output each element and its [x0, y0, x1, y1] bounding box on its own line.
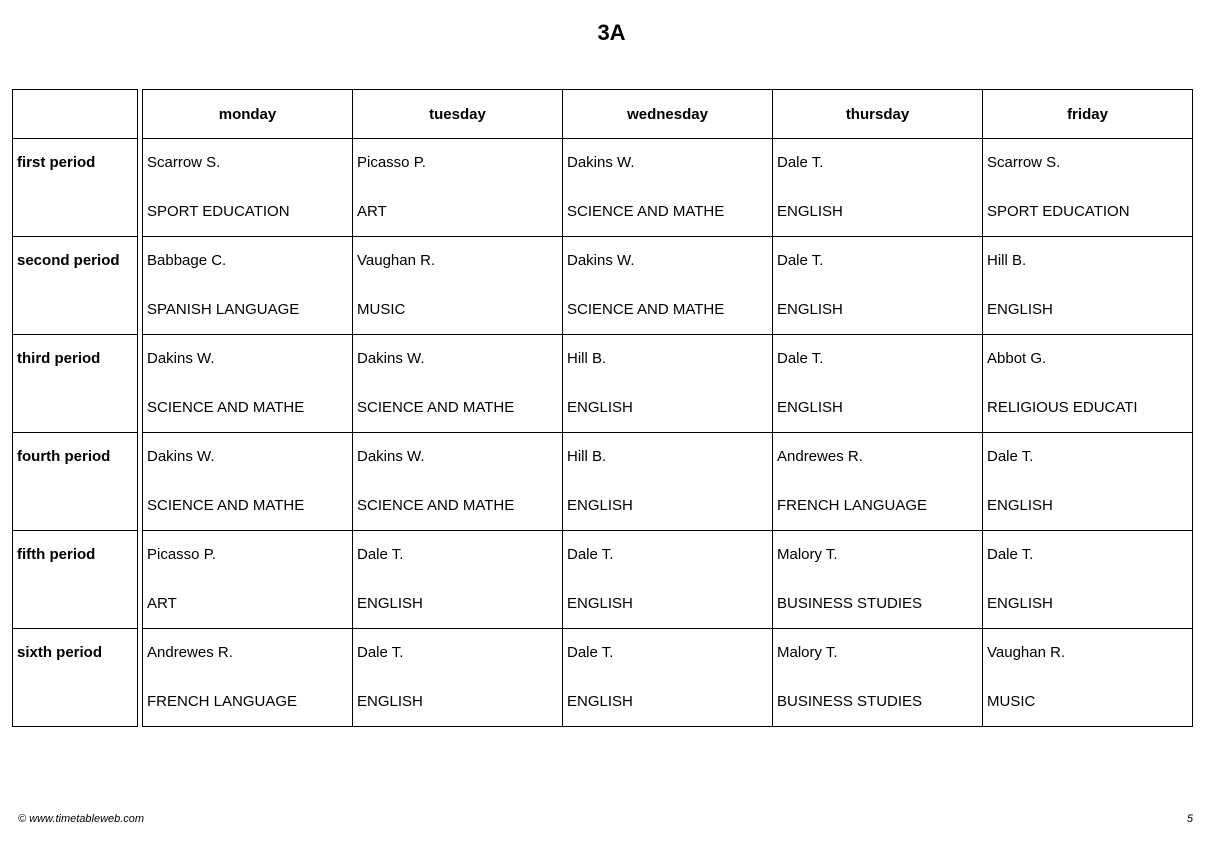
- day-header-monday: monday: [143, 90, 353, 138]
- subject-name: SCIENCE AND MATHE: [147, 497, 305, 514]
- subject-name: SCIENCE AND MATHE: [357, 399, 515, 416]
- period-row: [143, 237, 1192, 335]
- subject-name: SPANISH LANGUAGE: [147, 301, 300, 318]
- subject-name: SPORT EDUCATION: [147, 203, 290, 220]
- subject-name: RELIGIOUS EDUCATI: [987, 399, 1138, 416]
- period-row: [143, 531, 1192, 629]
- teacher-name: Picasso P.: [147, 546, 216, 563]
- timetable-cell: [563, 139, 773, 236]
- period-label-row: [13, 629, 137, 726]
- timetable-cell: [773, 335, 983, 432]
- subject-name: SCIENCE AND MATHE: [357, 497, 515, 514]
- teacher-name: Dale T.: [357, 644, 404, 661]
- corner-header-cell: [13, 90, 137, 139]
- subject-name: ENGLISH: [777, 203, 843, 220]
- period-label: third period: [17, 350, 101, 367]
- timetable-cell: [143, 531, 353, 628]
- subject-name: ENGLISH: [567, 399, 633, 416]
- period-label: sixth period: [17, 644, 103, 661]
- period-row: [143, 433, 1192, 531]
- timetable-cell: [143, 629, 353, 726]
- timetable-cell: [353, 139, 563, 236]
- teacher-name: Vaughan R.: [357, 252, 436, 269]
- timetable-cell: [563, 433, 773, 530]
- teacher-name: Babbage C.: [147, 252, 227, 269]
- period-label: fourth period: [17, 448, 111, 465]
- teacher-name: Hill B.: [987, 252, 1027, 269]
- teacher-name: Picasso P.: [357, 154, 426, 171]
- timetable-cell: [983, 139, 1192, 236]
- teacher-name: Dakins W.: [567, 154, 635, 171]
- subject-name: ENGLISH: [777, 399, 843, 416]
- teacher-name: Dale T.: [357, 546, 404, 563]
- timetable-cell: [773, 629, 983, 726]
- period-label-row: [13, 531, 137, 629]
- day-header-wednesday: wednesday: [563, 90, 773, 138]
- period-row: [143, 139, 1192, 237]
- timetable-cell: [983, 335, 1192, 432]
- timetable-cell: [143, 237, 353, 334]
- timetable-cell: [773, 139, 983, 236]
- timetable-cell: [773, 433, 983, 530]
- subject-name: MUSIC: [357, 301, 406, 318]
- teacher-name: Dale T.: [567, 546, 614, 563]
- copyright-footer: © www.timetableweb.com: [18, 813, 145, 825]
- day-header-friday: friday: [1067, 105, 1108, 123]
- timetable-grid: [142, 89, 1193, 727]
- teacher-name: Dakins W.: [147, 350, 215, 367]
- teacher-name: Andrewes R.: [147, 644, 233, 661]
- timetable-cell: [983, 237, 1192, 334]
- period-label-row: [13, 335, 137, 433]
- teacher-name: Hill B.: [567, 448, 607, 465]
- timetable-cell: [983, 531, 1192, 628]
- timetable-cell: [353, 237, 563, 334]
- subject-name: FRENCH LANGUAGE: [147, 693, 298, 710]
- timetable-cell: [773, 237, 983, 334]
- timetable-cell: [563, 531, 773, 628]
- teacher-name: Dale T.: [987, 448, 1034, 465]
- period-label: first period: [17, 154, 96, 171]
- page-title: 3A: [597, 20, 626, 45]
- teacher-name: Andrewes R.: [777, 448, 863, 465]
- teacher-name: Scarrow S.: [147, 154, 221, 171]
- subject-name: ENGLISH: [777, 301, 843, 318]
- period-label-row: [13, 433, 137, 531]
- day-header-row: [143, 90, 1192, 139]
- subject-name: SCIENCE AND MATHE: [567, 203, 725, 220]
- subject-name: ENGLISH: [357, 595, 423, 612]
- period-label: second period: [17, 252, 120, 269]
- subject-name: MUSIC: [987, 693, 1036, 710]
- teacher-name: Abbot G.: [987, 350, 1047, 367]
- timetable-cell: [353, 433, 563, 530]
- teacher-name: Dale T.: [987, 546, 1034, 563]
- subject-name: ART: [357, 203, 387, 220]
- timetable-cell: [773, 531, 983, 628]
- day-header-tuesday: tuesday: [353, 90, 563, 138]
- timetable-cell: [983, 629, 1192, 726]
- timetable-cell: [983, 433, 1192, 530]
- period-label-row: [13, 237, 137, 335]
- subject-name: SCIENCE AND MATHE: [147, 399, 305, 416]
- period-label-column: [12, 89, 138, 727]
- teacher-name: Dakins W.: [567, 252, 635, 269]
- period-row: [143, 335, 1192, 433]
- period-row: [143, 629, 1192, 726]
- teacher-name: Malory T.: [777, 546, 838, 563]
- subject-name: ENGLISH: [567, 497, 633, 514]
- subject-name: SPORT EDUCATION: [987, 203, 1130, 220]
- subject-name: ENGLISH: [567, 595, 633, 612]
- timetable-cell: [143, 433, 353, 530]
- day-header-thursday: thursday: [773, 90, 983, 138]
- timetable-cell: [353, 531, 563, 628]
- subject-name: ENGLISH: [987, 301, 1053, 318]
- subject-name: ENGLISH: [987, 595, 1053, 612]
- subject-name: ART: [147, 595, 177, 612]
- timetable-cell: [143, 139, 353, 236]
- subject-name: ENGLISH: [357, 693, 423, 710]
- teacher-name: Malory T.: [777, 644, 838, 661]
- teacher-name: Dakins W.: [357, 350, 425, 367]
- teacher-name: Dakins W.: [147, 448, 215, 465]
- subject-name: ENGLISH: [987, 497, 1053, 514]
- teacher-name: Dale T.: [777, 350, 824, 367]
- timetable-cell: [143, 335, 353, 432]
- timetable-cell: [353, 629, 563, 726]
- teacher-name: Vaughan R.: [987, 644, 1066, 661]
- subject-name: BUSINESS STUDIES: [777, 693, 923, 710]
- teacher-name: Dakins W.: [357, 448, 425, 465]
- subject-name: SCIENCE AND MATHE: [567, 301, 725, 318]
- timetable-cell: [563, 237, 773, 334]
- teacher-name: Dale T.: [777, 252, 824, 269]
- subject-name: FRENCH LANGUAGE: [777, 497, 928, 514]
- period-label-row: [13, 139, 137, 237]
- period-label: fifth period: [17, 546, 96, 563]
- page-number: 5: [1186, 813, 1193, 825]
- teacher-name: Scarrow S.: [987, 154, 1061, 171]
- subject-name: ENGLISH: [567, 693, 633, 710]
- teacher-name: Dale T.: [777, 154, 824, 171]
- teacher-name: Dale T.: [567, 644, 614, 661]
- timetable-cell: [353, 335, 563, 432]
- timetable-cell: [563, 335, 773, 432]
- teacher-name: Hill B.: [567, 350, 607, 367]
- timetable-cell: [563, 629, 773, 726]
- subject-name: BUSINESS STUDIES: [777, 595, 923, 612]
